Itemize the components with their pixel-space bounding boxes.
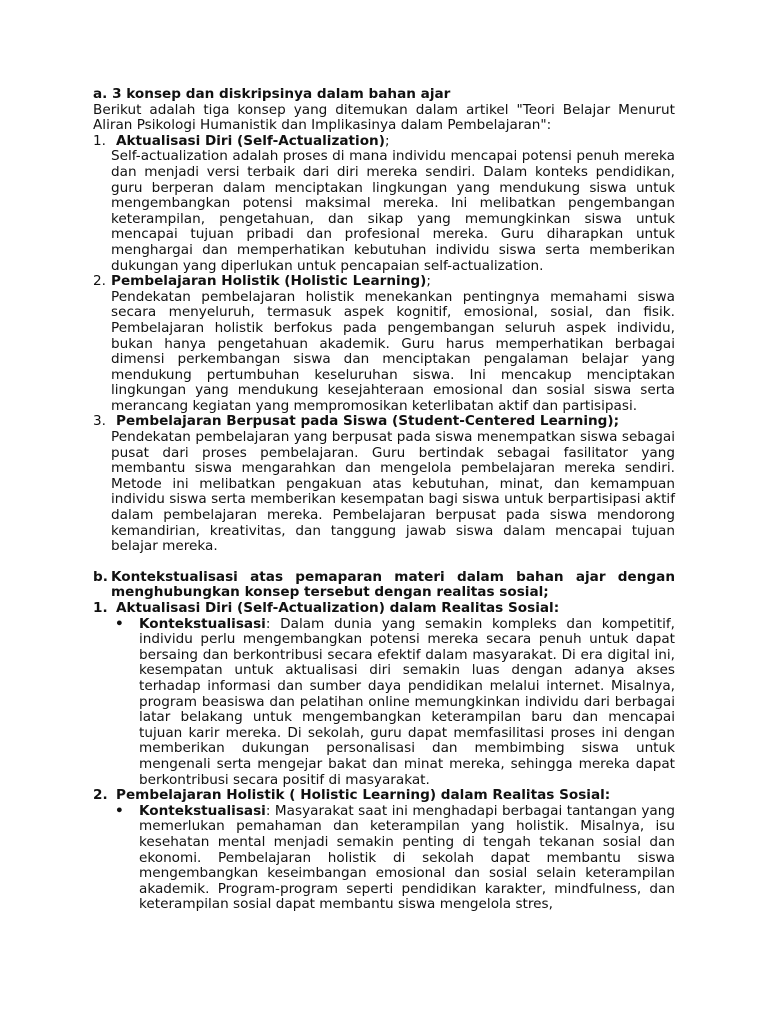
concept-title-suffix: ; [426,273,431,290]
section-b-heading: Kontekstualisasi atas pemaparan materi dalam bahan ajar dengan menghubungkan konsep tersebut dengan realitas sosial; [111,568,675,601]
concept-number: 3. [93,413,106,430]
context-bullet-2 [93,804,675,913]
document-content [93,87,675,913]
context-item-1 [93,601,675,617]
section-b-letter: b. [93,568,108,585]
concept-item-3 [93,414,675,554]
concept-item-2 [93,274,675,414]
concept-description: Pendekatan pembelajaran yang berpusat pada siswa menempatkan siswa sebagai pusat dari proses pembelajaran. Guru bertindak sebagai fasilitator yang membantu siswa mengarahkan dan mengelola pembelajaran mereka sendiri. Metode ini melibatkan pengakuan atas kebutuhan, minat, dan kemampuan individu siswa serta memberikan kesempatan bagi siswa untuk berpartisipasi aktif dalam pembelajaran mereka. Pembelajaran berpusat pada siswa mendorong kemandirian, kreativitas, dan tanggung jawab siswa dalam mencapai tujuan belajar mereka. [111,429,675,555]
context-text: : Masyarakat saat ini menghadapi berbagai tantangan yang memerlukan pemahaman dan keterampilan yang holistik. Misalnya, isu kesehatan mental menjadi semakin penting di tengah tekanan sosial dan ekonomi. Pembelajaran holistik di sekolah dapat membantu siswa mengembangkan keseimbangan emosional dan sosial selain keterampilan akademik. Program-program seperti pendidikan karakter, mindfulness, dan keterampilan sosial dapat membantu siswa mengelola stres, [139,802,675,913]
context-title: Aktualisasi Diri (Self-Actualization) dalam Realitas Sosial: [116,600,560,616]
context-text: : Dalam dunia yang semakin kompleks dan kompetitif, individu perlu mengembangkan potensi mereka secara penuh untuk dapat bersaing dan berkontribusi secara efektif dalam masyarakat. Di era digital ini, kesempatan untuk aktualisasi diri semakin luas dengan adanya akses terhadap informasi dan sumber daya pendidikan melalui internet. Misalnya, program beasiswa dan pelatihan online memungkinkan individu dari berbagai latar belakang untuk mengembangkan keterampilan baru dan mencapai tujuan karir mereka. Di sekolah, guru dapat memfasilitasi proses ini dengan memberikan dukungan personalisasi dan membimbing siswa untuk mengenali serta mengejar bakat dan minat mereka, sehingga mereka dapat berkontribusi secara positif di masyarakat. [139,615,675,788]
bullet-icon: • [115,802,124,819]
section-a-intro: Berikut adalah tiga konsep yang ditemukan dalam artikel "Teori Belajar Menurut Aliran Psikologi Humanistik dan Implikasinya dalam Pembelajaran": [93,101,675,134]
concept-title: Aktualisasi Diri (Self-Actualization) [116,132,385,149]
concept-title: Pembelajaran Berpusat pada Siswa (Student-Centered Learning); [116,413,620,430]
section-b-heading-block [93,570,675,601]
concept-item-1 [93,134,675,274]
context-label: Kontekstualisasi [139,615,266,632]
context-number: 1. [93,600,108,616]
context-title: Pembelajaran Holistik ( Holistic Learning) dalam Realitas Sosial: [116,787,611,804]
concept-title: Pembelajaran Holistik (Holistic Learning) [111,273,427,290]
context-bullet-1 [93,617,675,789]
concept-description: Pendekatan pembelajaran holistik menekankan pentingnya memahami siswa secara menyeluruh, termasuk aspek kognitif, emosional, sosial, dan fisik. Pembelajaran holistik berfokus pada pengembangan seluruh aspek individu, bukan hanya pengetahuan akademik. Guru harus memperhatikan berbagai dimensi perkembangan siswa dan menciptakan pengalaman belajar yang mendukung pertumbuhan keseluruhan siswa. Ini mencakup menciptakan lingkungan yang mendukung kesejahteraan emosional dan sosial siswa serta merancang kegiatan yang mempromosikan keterlibatan aktif dan partisipasi. [111,288,675,414]
concept-description: Self-actualization adalah proses di mana individu mencapai potensi penuh mereka dan menjadi versi terbaik dari diri mereka sendiri. Dalam konteks pendidikan, guru berperan dalam menciptakan lingkungan yang mendukung siswa untuk mengembangkan potensi maksimal mereka. Ini melibatkan pengembangan keterampilan, pengetahuan, dan sikap yang memungkinkan siswa untuk mencapai tujuan pribadi dan profesional mereka. Guru diharapkan untuk menghargai dan memperhatikan kebutuhan individu siswa serta memberikan dukungan yang diperlukan untuk pencapaian self-actualization. [111,148,675,274]
context-label: Kontekstualisasi [139,802,266,819]
section-a-heading: a. 3 konsep dan diskripsinya dalam bahan ajar [93,86,451,102]
concept-title-suffix: ; [384,132,390,149]
bullet-icon: • [115,615,124,632]
context-item-2 [93,788,675,804]
concept-number: 2. [93,273,106,290]
concept-number: 1. [93,132,106,149]
context-number: 2. [93,787,108,804]
